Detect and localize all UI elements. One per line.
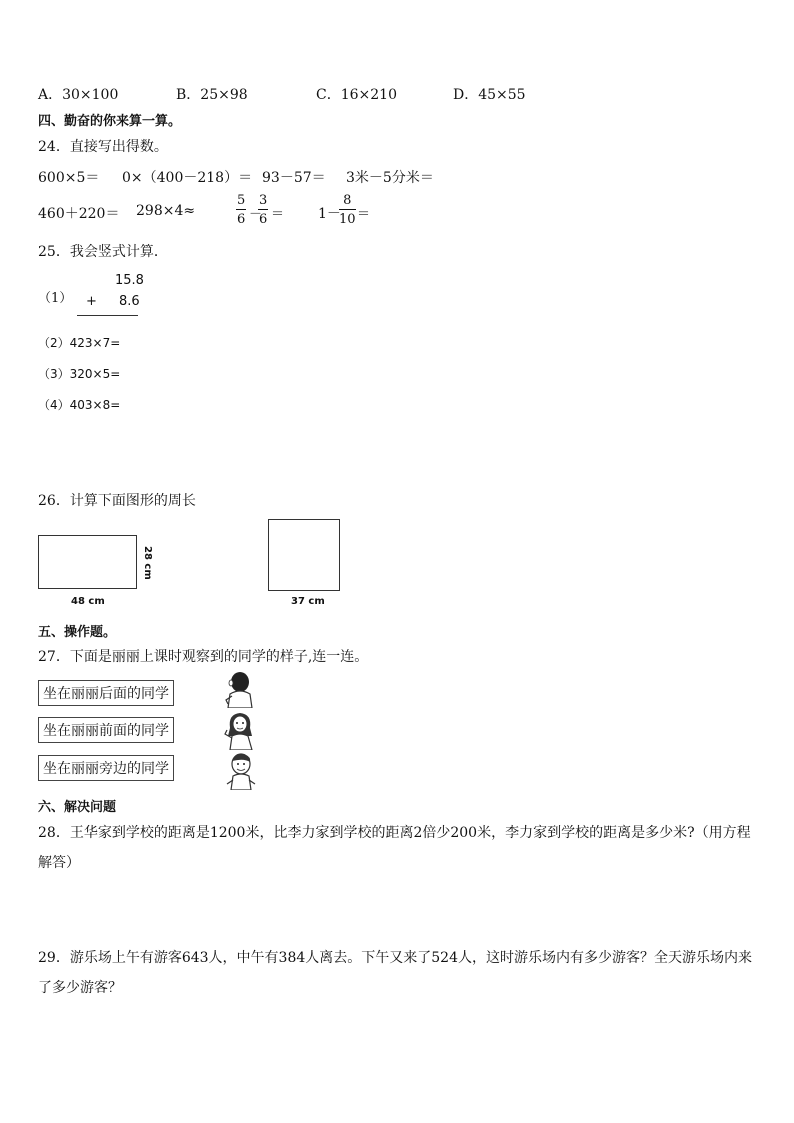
rectangle-width-label: 48 cm	[71, 596, 105, 607]
choice-d: D．45×55	[453, 87, 526, 103]
option-beside: 坐在丽丽旁边的同学	[38, 755, 174, 781]
q28-line1: 28．王华家到学校的距离是1200米，比李力家到学校的距离2倍少200米，李力家到学校的距离是多少米?（用方程	[38, 825, 751, 841]
q24-r2-c1: 460＋220＝	[38, 206, 120, 222]
q25-item4: （4）403×8=	[38, 398, 121, 412]
fraction-5-6	[236, 194, 246, 226]
equals-sign: ＝	[271, 207, 285, 222]
equals-sign-2: ＝	[357, 207, 371, 222]
rectangle-height-label: 28 cm	[142, 546, 153, 580]
choice-a: A．30×100	[38, 87, 119, 103]
student-side-boy-icon	[224, 752, 258, 790]
fraction-numerator: 3	[259, 193, 268, 208]
q29-line2: 了多少游客？	[38, 980, 122, 996]
q24-r1-c3: 93－57＝	[262, 170, 326, 186]
q24-r1-c2: 0×（400－218）＝	[122, 170, 253, 186]
fraction-denominator: 6	[259, 212, 268, 227]
q25-item1-label: （1）	[38, 291, 73, 306]
q24-title: 24．直接写出得数。	[38, 139, 168, 155]
rectangle-figure	[38, 535, 137, 589]
q24-r1-c4: 3米－5分米＝	[346, 170, 434, 186]
section-6-title: 六、解决问题	[38, 800, 117, 815]
fraction-8-10	[339, 194, 356, 226]
section-5-title: 五、操作题。	[38, 625, 117, 640]
one-minus: 1－	[318, 206, 341, 222]
q26-title: 26．计算下面图形的周长	[38, 493, 196, 509]
square-side-label: 37 cm	[291, 596, 325, 607]
vertical-bottom-number: 8.6	[119, 294, 140, 309]
q24-r2-c2: 298×4≈	[136, 203, 196, 219]
vertical-sum-line	[77, 315, 138, 316]
q25-item3: （3）320×5=	[38, 367, 121, 381]
fraction-denominator: 6	[237, 212, 246, 227]
minus-sign: －	[249, 207, 263, 222]
fraction-3-6	[258, 194, 268, 226]
q27-title: 27．下面是丽丽上课时观察到的同学的样子,连一连。	[38, 649, 369, 665]
option-front: 坐在丽丽前面的同学	[38, 717, 174, 743]
q28-line2: 解答）	[38, 855, 80, 871]
student-back-icon	[222, 670, 258, 708]
vertical-plus-sign: +	[86, 294, 97, 309]
option-behind: 坐在丽丽后面的同学	[38, 680, 174, 706]
square-figure	[268, 519, 340, 591]
choice-b: B．25×98	[176, 87, 248, 103]
vertical-top-number: 15.8	[115, 273, 144, 288]
fraction-numerator: 8	[339, 194, 356, 210]
fraction-denominator: 10	[339, 212, 356, 227]
fraction-numerator: 5	[237, 193, 246, 208]
choice-c: C．16×210	[316, 87, 397, 103]
q24-r1-c1: 600×5＝	[38, 170, 100, 186]
q29-line1: 29．游乐场上午有游客643人，中午有384人离去。下午又来了524人，这时游乐场内有多少游客？全天游乐场内来	[38, 950, 752, 966]
q25-item2: （2）423×7=	[38, 336, 121, 350]
q25-title: 25．我会竖式计算．	[38, 244, 168, 260]
student-front-girl-icon	[222, 710, 258, 750]
section-4-title: 四、勤奋的你来算一算。	[38, 114, 182, 129]
